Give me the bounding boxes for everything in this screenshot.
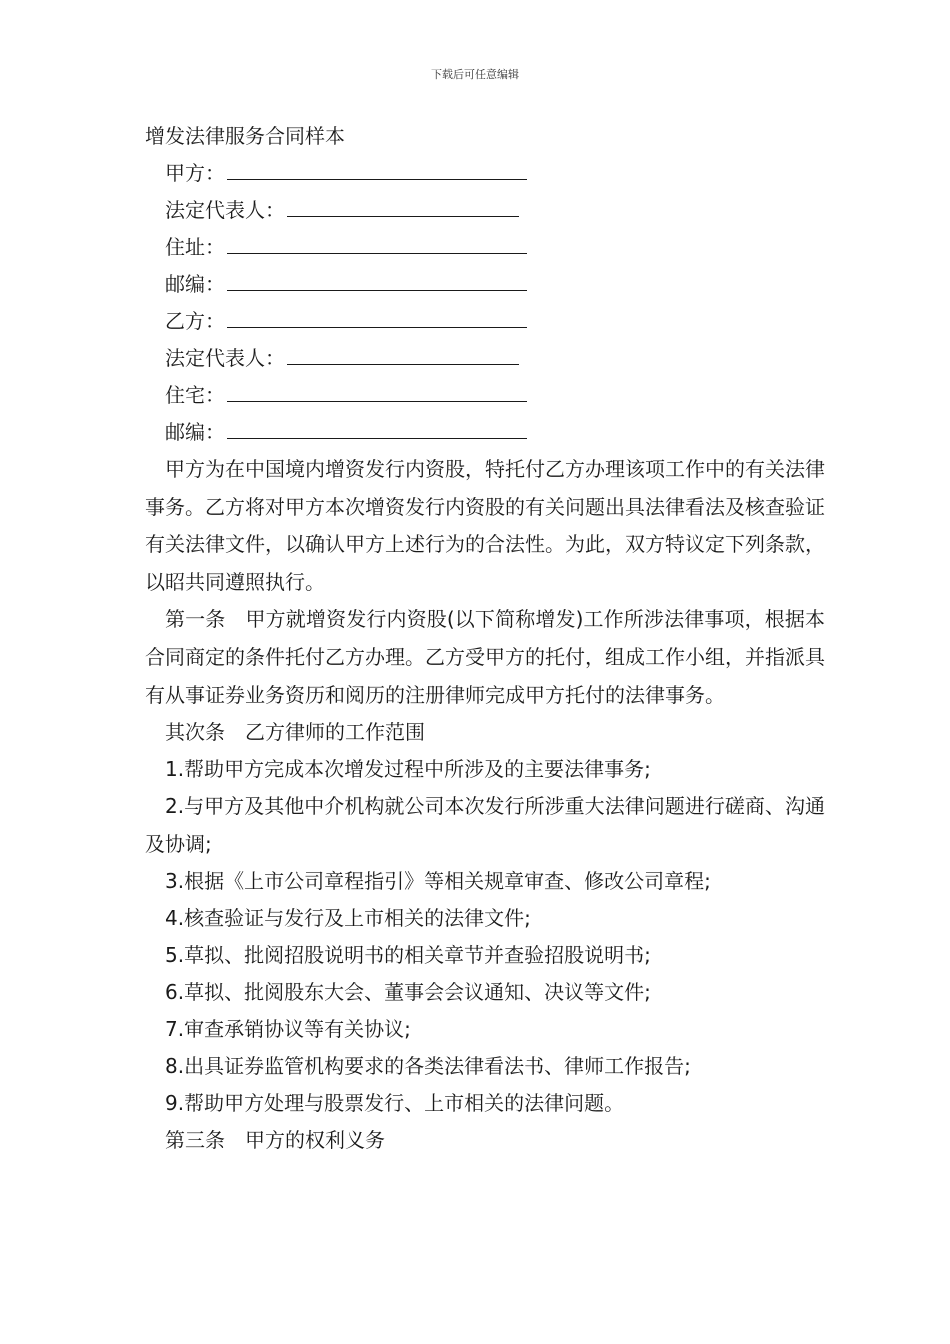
party-a-representative-field xyxy=(145,192,825,229)
article-2-heading: 其次条 乙方律师的工作范围 xyxy=(165,720,425,745)
article-1-paragraph: 第一条 甲方就增资发行内资股(以下简称增发)工作所涉法律事项，根据本合同商定的条件托付乙方办理。乙方受甲方的托付，组成工作小组，并指派具有从事证券业务资历和阅历的注册律师完成甲方托付的法律事务。 xyxy=(145,607,825,707)
article-3-heading: 第三条 甲方的权利义务 xyxy=(165,1128,385,1153)
list-item: 4.核查验证与发行及上市相关的法律文件; xyxy=(165,906,531,931)
list-item: 9.帮助甲方处理与股票发行、上市相关的法律问题。 xyxy=(165,1091,625,1116)
field-label: 法定代表人： xyxy=(165,346,285,370)
document-body xyxy=(145,118,825,1159)
list-item: 5.草拟、批阅招股说明书的相关章节并查验招股说明书; xyxy=(165,943,651,968)
party-b-representative-field xyxy=(145,340,825,377)
blank-line xyxy=(227,157,527,180)
blank-line xyxy=(287,342,519,365)
list-item: 3.根据《上市公司章程指引》等相关规章审查、修改公司章程; xyxy=(165,869,711,894)
field-label: 法定代表人： xyxy=(165,198,285,222)
list-item: 1.帮助甲方完成本次增发过程中所涉及的主要法律事务; xyxy=(165,757,651,782)
party-a-field xyxy=(145,155,825,192)
party-b-residence-field xyxy=(145,377,825,414)
list-item: 2.与甲方及其他中介机构就公司本次发行所涉重大法律问题进行磋商、沟通及协调; xyxy=(145,794,825,856)
list-item: 7.审查承销协议等有关协议; xyxy=(165,1017,411,1042)
list-item: 8.出具证券监管机构要求的各类法律看法书、律师工作报告; xyxy=(165,1054,691,1079)
party-a-address-field xyxy=(145,229,825,266)
page-header-note: 下载后可任意编辑 xyxy=(431,68,519,81)
document-title: 增发法律服务合同样本 xyxy=(145,124,345,148)
party-b-field xyxy=(145,303,825,340)
blank-line xyxy=(227,231,527,254)
party-a-postcode-field xyxy=(145,266,825,303)
intro-paragraph: 甲方为在中国境内增资发行内资股，特托付乙方办理该项工作中的有关法律事务。乙方将对甲方本次增资发行内资股的有关问题出具法律看法及核查验证有关法律文件，以确认甲方上述行为的合法性。为此，双方特议定下列条款，以昭共同遵照执行。 xyxy=(145,457,825,594)
party-b-postcode-field xyxy=(145,414,825,451)
blank-line xyxy=(227,416,527,439)
blank-line xyxy=(227,379,527,402)
blank-line xyxy=(287,194,519,217)
field-label: 住宅： xyxy=(165,383,225,407)
field-label: 住址： xyxy=(165,235,225,259)
field-label: 邮编： xyxy=(165,420,225,444)
field-label: 乙方： xyxy=(165,309,225,333)
field-label: 甲方： xyxy=(165,161,225,185)
blank-line xyxy=(227,268,527,291)
field-label: 邮编： xyxy=(165,272,225,296)
blank-line xyxy=(227,305,527,328)
list-item: 6.草拟、批阅股东大会、董事会会议通知、决议等文件; xyxy=(165,980,651,1005)
